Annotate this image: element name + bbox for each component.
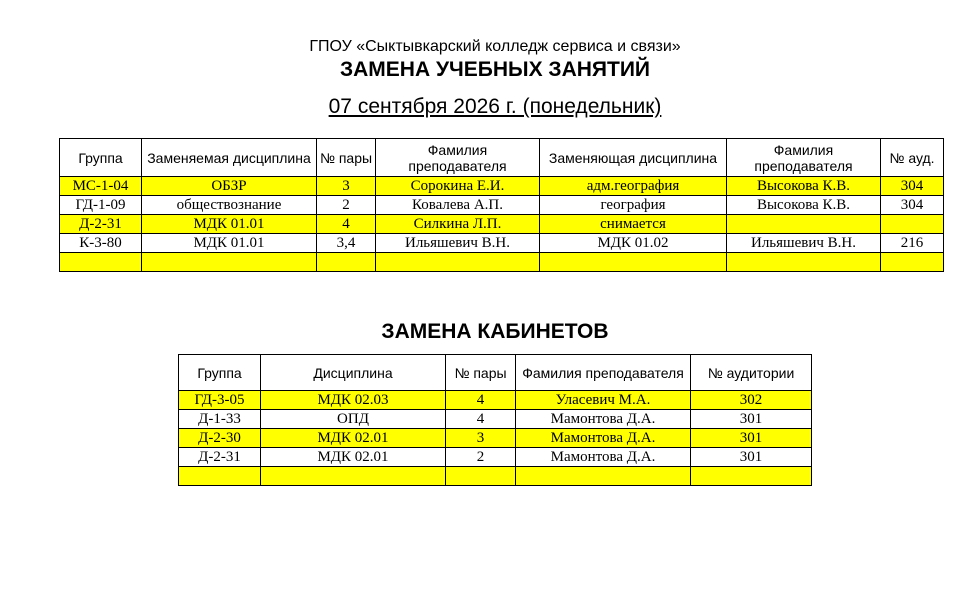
cell-lesson-number: 3	[446, 429, 516, 448]
cell-lesson-number: 4	[317, 215, 376, 234]
cell-lesson-number: 2	[317, 196, 376, 215]
cell-subject: МДК 02.01	[261, 429, 446, 448]
cell-teacher	[516, 467, 691, 486]
cell-group: Д-2-31	[60, 215, 142, 234]
cell-replacing-subject	[540, 253, 727, 272]
col-header-teacher: Фамилия преподавателя	[376, 139, 540, 177]
cell-teacher: Ковалева А.П.	[376, 196, 540, 215]
cell-replacing-subject: МДК 01.02	[540, 234, 727, 253]
cell-replacing-subject: адм.география	[540, 177, 727, 196]
organization-name: ГПОУ «Сыктывкарский колледж сервиса и связи»	[309, 38, 681, 55]
col-header-subject: Дисциплина	[261, 355, 446, 391]
cell-new-teacher: Высокова К.В.	[727, 196, 881, 215]
cell-room: 301	[691, 429, 812, 448]
table-row	[179, 429, 812, 448]
cell-lesson-number	[446, 467, 516, 486]
col-header-room: № аудитории	[691, 355, 812, 391]
cell-group	[60, 253, 142, 272]
cell-room	[881, 215, 944, 234]
cell-subject: МДК 02.03	[261, 391, 446, 410]
cell-teacher: Мамонтова Д.А.	[516, 429, 691, 448]
cell-lesson-number: 3	[317, 177, 376, 196]
cell-lesson-number: 2	[446, 448, 516, 467]
cell-subject: МДК 02.01	[261, 448, 446, 467]
cell-replaced-subject: обществознание	[142, 196, 317, 215]
col-header-room: № ауд.	[881, 139, 944, 177]
cell-room: 304	[881, 177, 944, 196]
cell-new-teacher	[727, 215, 881, 234]
cell-room: 216	[881, 234, 944, 253]
col-header-group: Группа	[60, 139, 142, 177]
table-row	[179, 448, 812, 467]
cell-new-teacher	[727, 253, 881, 272]
cell-lesson-number: 4	[446, 410, 516, 429]
cell-room: 302	[691, 391, 812, 410]
cell-group: ГД-1-09	[60, 196, 142, 215]
cell-teacher: Мамонтова Д.А.	[516, 448, 691, 467]
rooms-table	[178, 354, 812, 486]
col-header-lesson-number: № пары	[446, 355, 516, 391]
col-header-teacher: Фамилия преподавателя	[516, 355, 691, 391]
table-row	[179, 391, 812, 410]
cell-teacher: Сорокина Е.И.	[376, 177, 540, 196]
cell-subject	[261, 467, 446, 486]
table-row	[179, 410, 812, 429]
rooms-section-title: ЗАМЕНА КАБИНЕТОВ	[381, 320, 609, 343]
rooms-header-row	[179, 355, 812, 391]
cell-replaced-subject: ОБЗР	[142, 177, 317, 196]
col-header-replaced-subject: Заменяемая дисциплина	[142, 139, 317, 177]
cell-group: К-3-80	[60, 234, 142, 253]
cell-teacher: Уласевич М.А.	[516, 391, 691, 410]
cell-teacher: Ильяшевич В.Н.	[376, 234, 540, 253]
cell-room	[881, 253, 944, 272]
schedule-date: 07 сентября 2026 г. (понедельник)	[328, 95, 662, 118]
cell-replacing-subject: снимается	[540, 215, 727, 234]
cell-room: 304	[881, 196, 944, 215]
cell-group: ГД-3-05	[179, 391, 261, 410]
col-header-new-teacher: Фамилия преподавателя	[727, 139, 881, 177]
cell-new-teacher: Ильяшевич В.Н.	[727, 234, 881, 253]
col-header-group: Группа	[179, 355, 261, 391]
cell-room: 301	[691, 448, 812, 467]
cell-room	[691, 467, 812, 486]
cell-room: 301	[691, 410, 812, 429]
cell-group: МС-1-04	[60, 177, 142, 196]
table-row	[179, 467, 812, 486]
lessons-table	[59, 138, 944, 272]
cell-replacing-subject: география	[540, 196, 727, 215]
cell-new-teacher: Высокова К.В.	[727, 177, 881, 196]
table-row	[60, 234, 944, 253]
col-header-lesson-number: № пары	[317, 139, 376, 177]
table-row	[60, 253, 944, 272]
cell-group: Д-1-33	[179, 410, 261, 429]
lessons-header-row	[60, 139, 944, 177]
cell-group: Д-2-30	[179, 429, 261, 448]
page-title: ЗАМЕНА УЧЕБНЫХ ЗАНЯТИЙ	[339, 58, 651, 81]
cell-lesson-number	[317, 253, 376, 272]
cell-replaced-subject: МДК 01.01	[142, 215, 317, 234]
cell-lesson-number: 3,4	[317, 234, 376, 253]
table-row	[60, 196, 944, 215]
cell-teacher: Силкина Л.П.	[376, 215, 540, 234]
cell-teacher: Мамонтова Д.А.	[516, 410, 691, 429]
table-row	[60, 177, 944, 196]
cell-lesson-number: 4	[446, 391, 516, 410]
cell-replaced-subject	[142, 253, 317, 272]
cell-replaced-subject: МДК 01.01	[142, 234, 317, 253]
table-row	[60, 215, 944, 234]
col-header-replacing-subject: Заменяющая дисциплина	[540, 139, 727, 177]
cell-group	[179, 467, 261, 486]
cell-teacher	[376, 253, 540, 272]
cell-subject: ОПД	[261, 410, 446, 429]
cell-group: Д-2-31	[179, 448, 261, 467]
